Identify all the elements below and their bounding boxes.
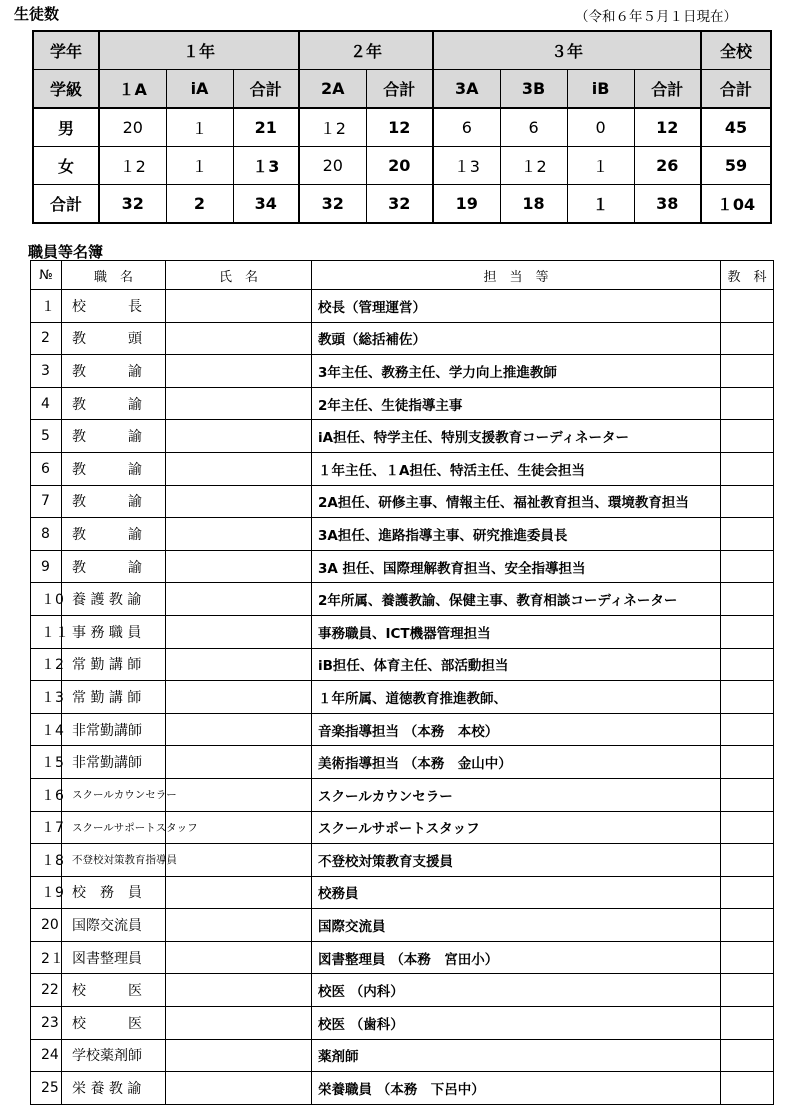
staff-name [166, 746, 312, 779]
staff-position: 教 諭 [62, 420, 166, 453]
staff-duty: 図書整理員 （本務 宮田小） [312, 941, 721, 974]
staff-name [166, 681, 312, 714]
row-label: 合計 [33, 185, 99, 224]
header-position: 職 名 [62, 261, 166, 290]
staff-subject [721, 615, 774, 648]
class-header: iB [567, 70, 634, 109]
staff-position: 教 諭 [62, 550, 166, 583]
staff-name [166, 387, 312, 420]
count-cell: 19 [433, 185, 500, 224]
staff-number: 25 [31, 1072, 62, 1105]
grade-header: １年 [99, 31, 299, 70]
staff-number: 9 [31, 550, 62, 583]
row-label: 女 [33, 147, 99, 185]
staff-name [166, 909, 312, 942]
count-cell: １3 [233, 147, 299, 185]
staff-position: 教 諭 [62, 485, 166, 518]
staff-name [166, 974, 312, 1007]
staff-name [166, 583, 312, 616]
staff-number: １7 [31, 811, 62, 844]
staff-name [166, 485, 312, 518]
count-cell: １ [166, 147, 233, 185]
staff-row [31, 876, 774, 909]
staff-name [166, 550, 312, 583]
count-cell: 38 [634, 185, 701, 224]
staff-number: １3 [31, 681, 62, 714]
student-row [33, 108, 771, 147]
class-row [33, 70, 771, 109]
staff-duty: １年主任、１A担任、特活主任、生徒会担当 [312, 452, 721, 485]
staff-duty: 栄養職員 （本務 下呂中） [312, 1072, 721, 1105]
count-cell: 0 [567, 108, 634, 147]
staff-position: 校 医 [62, 1007, 166, 1040]
count-cell: 18 [500, 185, 567, 224]
class-header: 合計 [701, 70, 771, 109]
staff-row [31, 452, 774, 485]
staff-number: 3 [31, 355, 62, 388]
staff-duty: 薬剤師 [312, 1039, 721, 1072]
staff-subject [721, 452, 774, 485]
staff-number: １2 [31, 648, 62, 681]
class-header: １A [99, 70, 166, 109]
staff-row [31, 290, 774, 323]
staff-row [31, 909, 774, 942]
staff-row [31, 681, 774, 714]
staff-duty: 3A 担任、国際理解教育担当、安全指導担当 [312, 550, 721, 583]
student-count-table [32, 30, 772, 224]
count-cell: 26 [634, 147, 701, 185]
count-cell: １ [567, 147, 634, 185]
class-header: 2A [299, 70, 366, 109]
staff-row [31, 420, 774, 453]
staff-subject [721, 1039, 774, 1072]
class-header: 3B [500, 70, 567, 109]
staff-duty: iA担任、特学主任、特別支援教育コーディネーター [312, 420, 721, 453]
staff-number: １１ [31, 615, 62, 648]
staff-number: １4 [31, 713, 62, 746]
staff-duty: 3年主任、教務主任、学力向上推進教師 [312, 355, 721, 388]
staff-subject [721, 1007, 774, 1040]
staff-position: 校 長 [62, 290, 166, 323]
staff-subject [721, 909, 774, 942]
staff-row [31, 1007, 774, 1040]
staff-row [31, 387, 774, 420]
staff-position: 事 務 職 員 [62, 615, 166, 648]
count-cell: 45 [701, 108, 771, 147]
count-cell: １2 [500, 147, 567, 185]
staff-position: 非常勤講師 [62, 713, 166, 746]
staff-duty: 教頭（総括補佐） [312, 322, 721, 355]
staff-position: 学校薬剤師 [62, 1039, 166, 1072]
staff-number: 7 [31, 485, 62, 518]
count-cell: 59 [701, 147, 771, 185]
staff-duty: 音楽指導担当 （本務 本校） [312, 713, 721, 746]
staff-row [31, 485, 774, 518]
staff-number: １ [31, 290, 62, 323]
count-cell: １2 [299, 108, 366, 147]
count-cell: 21 [233, 108, 299, 147]
count-cell: １3 [433, 147, 500, 185]
as-of-date: （令和６年５月１日現在） [575, 9, 737, 25]
staff-row [31, 713, 774, 746]
staff-name [166, 713, 312, 746]
staff-position: 教 頭 [62, 322, 166, 355]
staff-number: 5 [31, 420, 62, 453]
staff-position: 栄 養 教 諭 [62, 1072, 166, 1105]
staff-subject [721, 355, 774, 388]
staff-header-row [31, 261, 774, 290]
staff-position: 常 勤 講 師 [62, 681, 166, 714]
staff-duty: 事務職員、ICT機器管理担当 [312, 615, 721, 648]
staff-duty: スクールサポートスタッフ [312, 811, 721, 844]
staff-number: 2 [31, 322, 62, 355]
student-row [33, 147, 771, 185]
staff-row [31, 778, 774, 811]
count-cell: １04 [701, 185, 771, 224]
class-label: 学級 [33, 70, 99, 109]
staff-position: 教 諭 [62, 355, 166, 388]
count-cell: １ [166, 108, 233, 147]
staff-name [166, 1039, 312, 1072]
staff-subject [721, 778, 774, 811]
grade-header: ２年 [299, 31, 433, 70]
staff-row [31, 1039, 774, 1072]
staff-row [31, 322, 774, 355]
count-cell: 20 [99, 108, 166, 147]
staff-subject [721, 681, 774, 714]
header-duty: 担 当 等 [312, 261, 721, 290]
count-cell: 12 [366, 108, 433, 147]
staff-number: 22 [31, 974, 62, 1007]
staff-subject [721, 322, 774, 355]
staff-name [166, 778, 312, 811]
staff-title: 職員等名簿 [28, 243, 104, 261]
staff-position: 図書整理員 [62, 941, 166, 974]
staff-subject [721, 387, 774, 420]
grade-header: ３年 [433, 31, 701, 70]
header-subject: 教 科 [721, 261, 774, 290]
header-name: 氏 名 [166, 261, 312, 290]
count-cell: 6 [433, 108, 500, 147]
staff-number: 20 [31, 909, 62, 942]
count-cell: 20 [299, 147, 366, 185]
staff-row [31, 550, 774, 583]
staff-number: １0 [31, 583, 62, 616]
staff-duty: 2A担任、研修主事、情報主任、福祉教育担当、環境教育担当 [312, 485, 721, 518]
grade-label: 学年 [33, 31, 99, 70]
staff-row [31, 355, 774, 388]
staff-name [166, 1072, 312, 1105]
class-header: 合計 [233, 70, 299, 109]
staff-name [166, 355, 312, 388]
staff-position: スクールカウンセラー [62, 778, 166, 811]
student-row [33, 185, 771, 224]
staff-position: 養 護 教 諭 [62, 583, 166, 616]
staff-position: 校 医 [62, 974, 166, 1007]
staff-number: 6 [31, 452, 62, 485]
staff-position: 常 勤 講 師 [62, 648, 166, 681]
staff-number: １5 [31, 746, 62, 779]
staff-duty: 2年主任、生徒指導主事 [312, 387, 721, 420]
staff-number: 24 [31, 1039, 62, 1072]
staff-number: １6 [31, 778, 62, 811]
class-header: 3A [433, 70, 500, 109]
staff-name [166, 648, 312, 681]
count-cell: 20 [366, 147, 433, 185]
count-cell: 32 [366, 185, 433, 224]
staff-name [166, 518, 312, 551]
staff-row [31, 583, 774, 616]
staff-position: 教 諭 [62, 518, 166, 551]
staff-duty: 校務員 [312, 876, 721, 909]
staff-position: 教 諭 [62, 452, 166, 485]
staff-duty: 2年所属、養護教諭、保健主事、教育相談コーディネーター [312, 583, 721, 616]
staff-duty: iB担任、体育主任、部活動担当 [312, 648, 721, 681]
staff-number: 8 [31, 518, 62, 551]
staff-subject [721, 583, 774, 616]
staff-subject [721, 974, 774, 1007]
staff-number: １9 [31, 876, 62, 909]
count-cell: 12 [634, 108, 701, 147]
row-label: 男 [33, 108, 99, 147]
staff-row [31, 1072, 774, 1105]
staff-duty: 校医 （歯科） [312, 1007, 721, 1040]
staff-subject [721, 290, 774, 323]
staff-name [166, 876, 312, 909]
staff-subject [721, 844, 774, 877]
staff-duty: 校医 （内科） [312, 974, 721, 1007]
grade-header: 全校 [701, 31, 771, 70]
staff-position: 非常勤講師 [62, 746, 166, 779]
staff-row [31, 811, 774, 844]
staff-number: １8 [31, 844, 62, 877]
staff-name [166, 452, 312, 485]
count-cell: 32 [99, 185, 166, 224]
staff-subject [721, 941, 774, 974]
staff-number: 4 [31, 387, 62, 420]
staff-name [166, 1007, 312, 1040]
staff-subject [721, 420, 774, 453]
staff-row [31, 615, 774, 648]
staff-subject [721, 485, 774, 518]
staff-duty: 3A担任、進路指導主事、研究推進委員長 [312, 518, 721, 551]
staff-row [31, 941, 774, 974]
staff-name [166, 290, 312, 323]
students-title: 生徒数 [14, 5, 60, 23]
grade-row [33, 31, 771, 70]
staff-duty: スクールカウンセラー [312, 778, 721, 811]
staff-duty: 不登校対策教育支援員 [312, 844, 721, 877]
staff-number: 23 [31, 1007, 62, 1040]
staff-position: スクールサポートスタッフ [62, 811, 166, 844]
staff-subject [721, 518, 774, 551]
staff-position: 不登校対策教育指導員 [62, 844, 166, 877]
staff-duty: 国際交流員 [312, 909, 721, 942]
staff-name [166, 844, 312, 877]
staff-duty: 校長（管理運営） [312, 290, 721, 323]
staff-duty: 美術指導担当 （本務 金山中） [312, 746, 721, 779]
class-header: iA [166, 70, 233, 109]
count-cell: １ [567, 185, 634, 224]
staff-subject [721, 713, 774, 746]
staff-position: 教 諭 [62, 387, 166, 420]
count-cell: 32 [299, 185, 366, 224]
staff-number: 2１ [31, 941, 62, 974]
staff-duty: １年所属、道徳教育推進教師、 [312, 681, 721, 714]
staff-row [31, 746, 774, 779]
staff-name [166, 941, 312, 974]
staff-row [31, 974, 774, 1007]
staff-subject [721, 1072, 774, 1105]
staff-subject [721, 811, 774, 844]
class-header: 合計 [366, 70, 433, 109]
count-cell: 34 [233, 185, 299, 224]
staff-name [166, 615, 312, 648]
staff-table [30, 260, 774, 1105]
staff-subject [721, 550, 774, 583]
staff-position: 国際交流員 [62, 909, 166, 942]
class-header: 合計 [634, 70, 701, 109]
staff-row [31, 844, 774, 877]
staff-subject [721, 746, 774, 779]
count-cell: 6 [500, 108, 567, 147]
count-cell: １2 [99, 147, 166, 185]
staff-position: 校 務 員 [62, 876, 166, 909]
staff-row [31, 648, 774, 681]
staff-row [31, 518, 774, 551]
staff-subject [721, 876, 774, 909]
staff-name [166, 322, 312, 355]
staff-subject [721, 648, 774, 681]
count-cell: 2 [166, 185, 233, 224]
staff-name [166, 420, 312, 453]
header-no: № [31, 261, 62, 290]
